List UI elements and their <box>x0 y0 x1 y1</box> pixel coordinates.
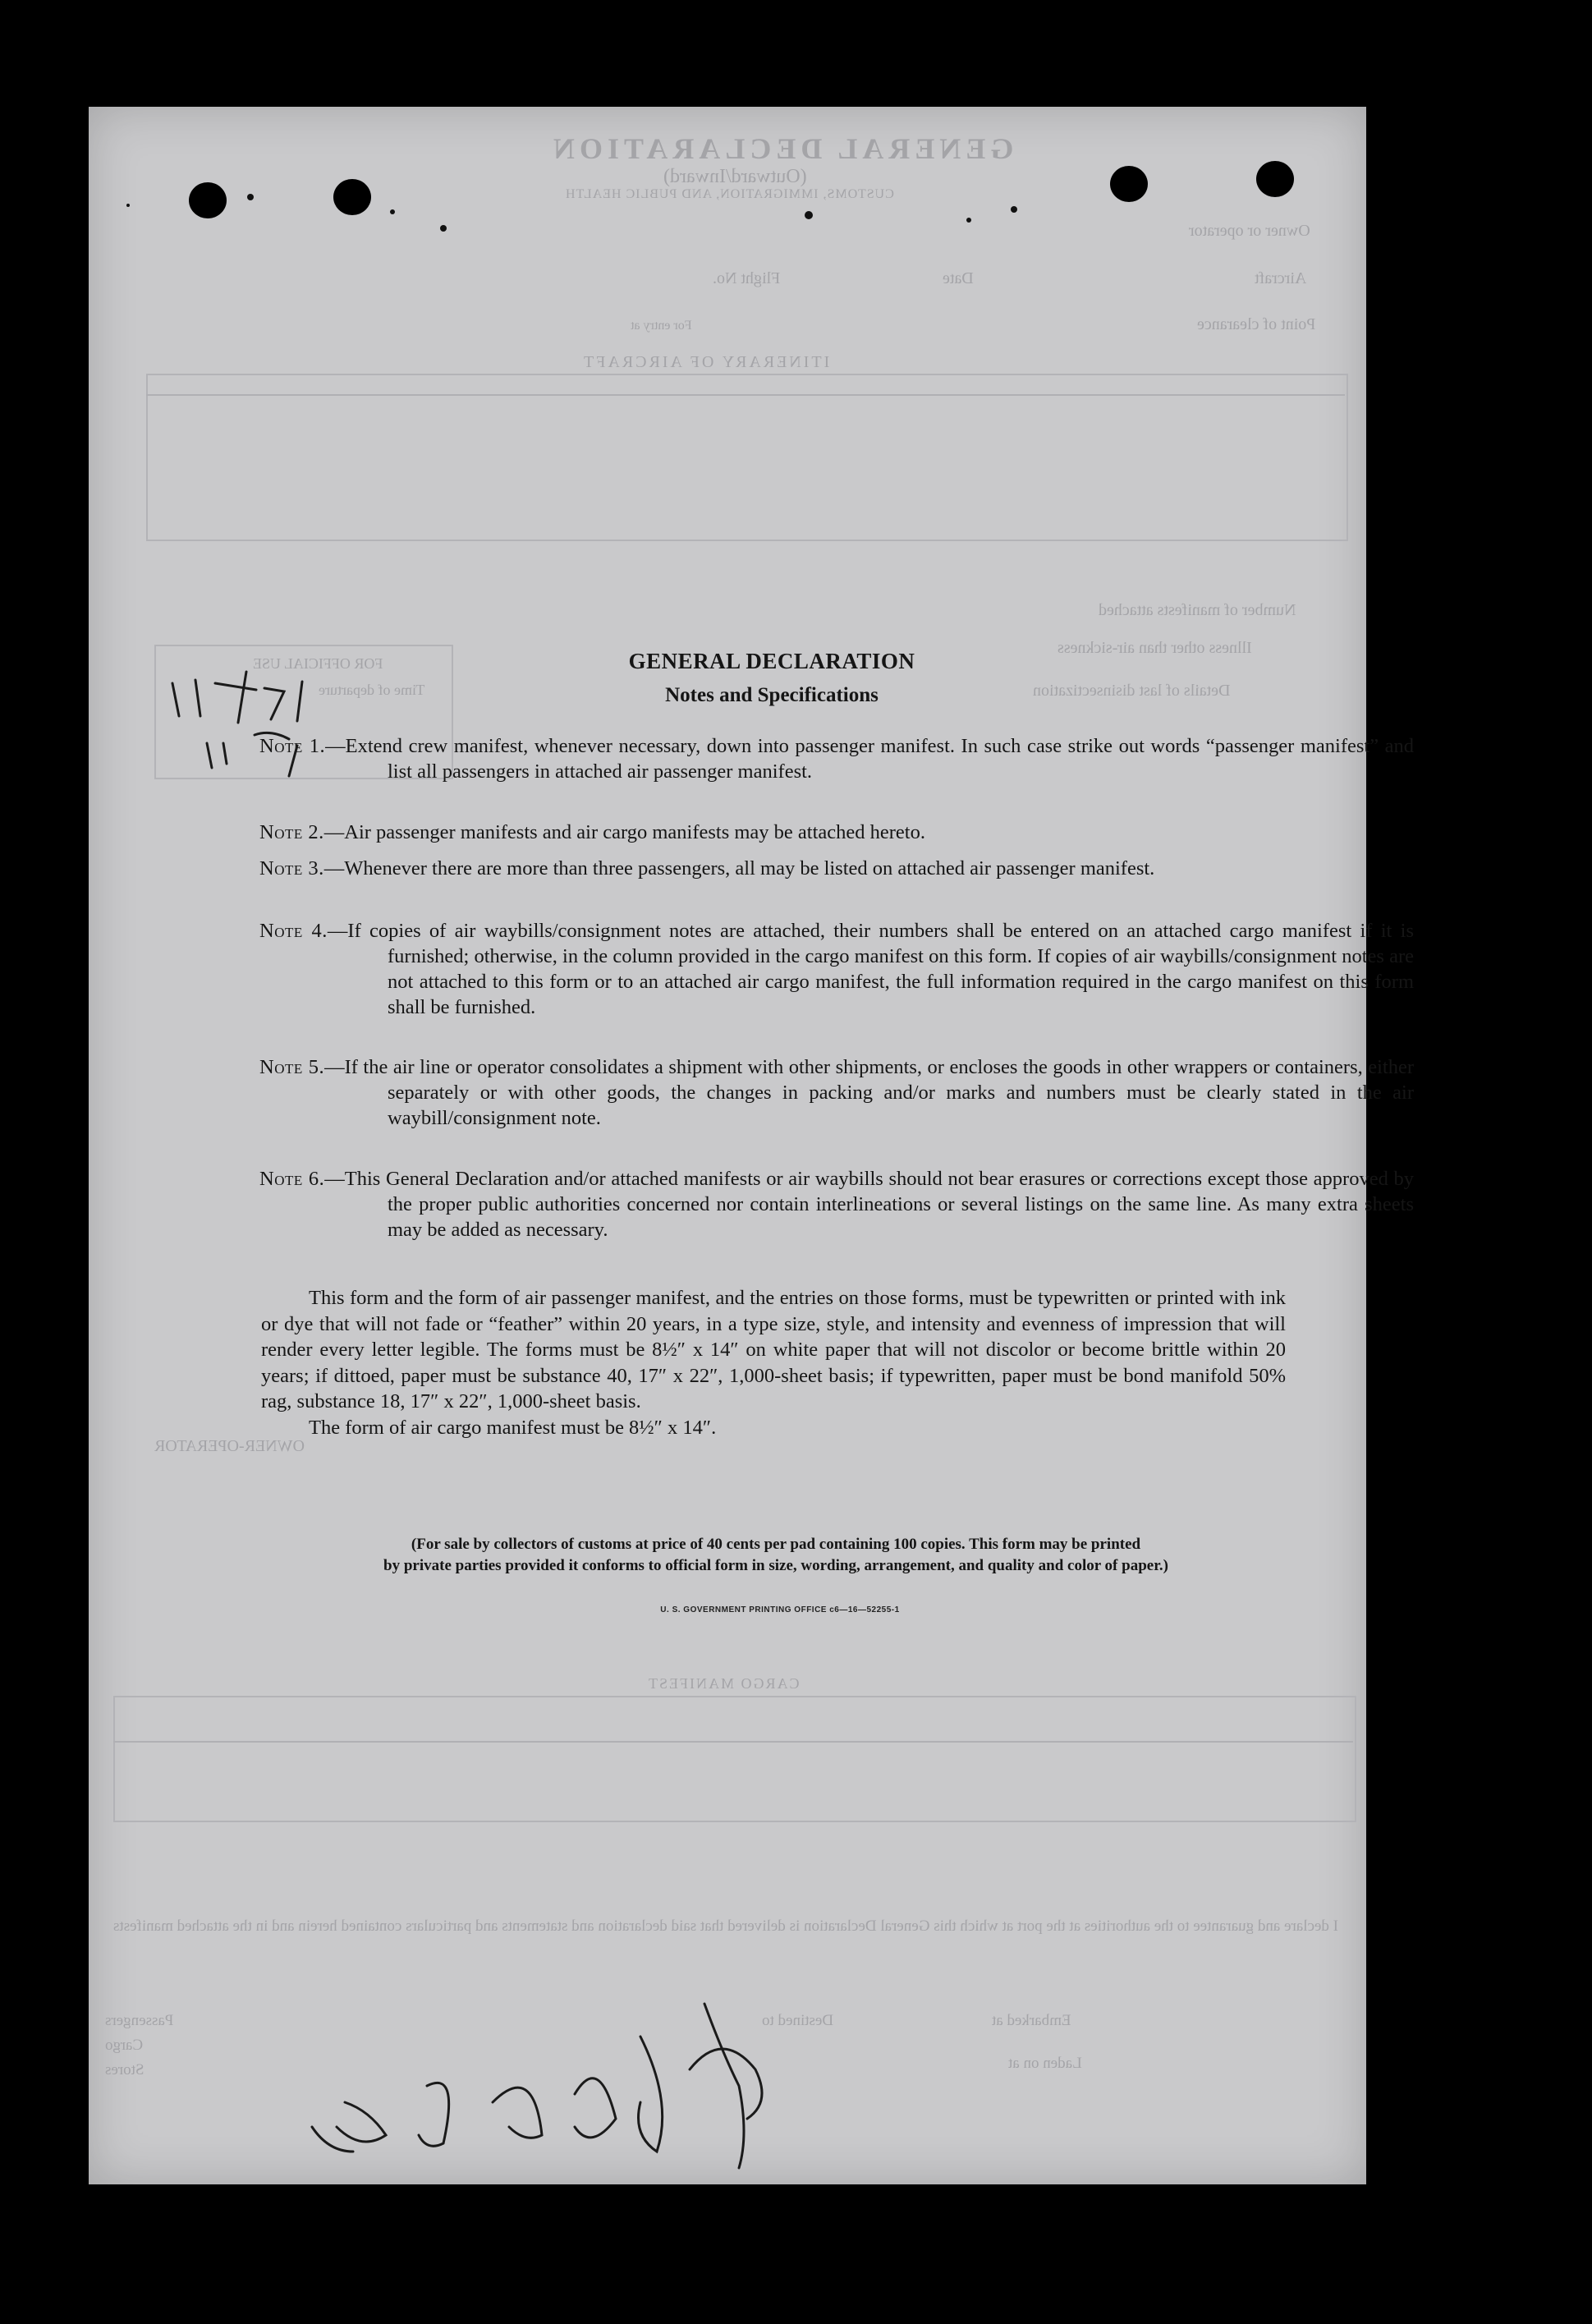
bleed-through-destined: Destined to <box>762 2012 834 2029</box>
ink-specks <box>126 194 1017 232</box>
bleed-through-owner: Owner or operator <box>1189 222 1310 240</box>
note-text: —Extend crew manifest, whenever necessary, down into passenger manifest. In such case strike out words “passenger manifest” and list all passengers in attached air passenger manifest. <box>325 735 1414 783</box>
note-text: —If the air line or operator consolidates a shipment with other shipments, or encloses the goods in other wrappers or containers, either separately or with other goods, the changes in packing and/or marks and numbers must be clearly stated in the air waybill/consignment note. <box>324 1056 1414 1129</box>
note-label: Note 3. <box>259 857 324 880</box>
bleed-through-subtitle: (Outward/Inward) <box>663 166 807 187</box>
bleed-through-flight: Flight No. <box>713 269 781 287</box>
bleed-through-agency: CUSTOMS, IMMIGRATION, AND PUBLIC HEALTH <box>565 187 894 201</box>
bleed-through-embarked: Embarked at <box>992 2012 1071 2029</box>
note-label: Note 5. <box>259 1056 325 1078</box>
cargo-specification-text: The form of air cargo manifest must be 8½″ x 14″. <box>309 1416 717 1439</box>
bleed-through-itinerary: ITINERARY OF AIRCRAFT <box>581 353 830 371</box>
note-label: Note 1. <box>259 735 326 757</box>
bleed-through-declaration: I declare and guarantee to the authorities at the port at which this General Declaration is delivered that said declaration and statements and particulars contained herein and in the attached manifests <box>113 1918 1338 1935</box>
note-label: Note 6. <box>259 1168 325 1190</box>
bleed-through-title: GENERAL DECLARATION <box>548 132 1014 165</box>
bleed-through-date: Date <box>943 269 974 287</box>
note-label: Note 2. <box>259 821 324 843</box>
bleed-through-manifests: Number of manifests attached <box>1099 601 1296 619</box>
note-text: —Whenever there are more than three passengers, all may be listed on attached air passenger manifest. <box>323 857 1155 880</box>
sale-note-line-2: by private parties provided it conforms to official form in size, wording, arrangement, and quality and color of paper.) <box>383 1557 1168 1574</box>
pencil-tally-marks <box>172 672 302 776</box>
bleed-through-official: FOR OFFICIAL USE <box>253 655 383 672</box>
sale-note-line-1: (For sale by collectors of customs at price of 40 cents per pad containing 100 copies. This form may be printed <box>411 1536 1141 1553</box>
bleed-through-departure: Time of departure <box>319 682 425 698</box>
heading-subtitle: Notes and Specifications <box>665 684 879 706</box>
bleed-through-stores: Stores <box>105 2061 145 2078</box>
bleed-through-laden: Laden on at <box>1008 2055 1082 2072</box>
note-label: Note 4. <box>259 920 328 942</box>
specification-text: This form and the form of air passenger manifest, and the entries on those forms, must be typewritten or printed with ink or dye that will not fade or “feather” within 20 years, in a type size, style, and intensity and evenness of impression that will render every letter legible. The forms must be 8½″ x 14″ on white paper that will not discolor or become brittle within 20 years; if dittoed, paper must be substance 40, 17″ x 22″, 1,000-sheet basis; if typewritten, paper must be bond manifold 50% rag, substance 18, 17″ x 22″, 1,000-sheet basis. <box>261 1287 1286 1412</box>
bleed-through-cargo-manifest: CARGO MANIFEST <box>647 1675 800 1692</box>
note-text: —If copies of air waybills/consignment notes are attached, their numbers shall be entered on an attached cargo manifest if it is furnished; otherwise, in the column provided in the cargo manifest on this form. If copies of air waybills/consignment notes are not attached to this form or to an attached air cargo manifest, the full information required in the cargo manifest on this form shall be furnished. <box>327 920 1414 1018</box>
signature-image <box>312 2004 762 2168</box>
bleed-through-illness: Illness other than air-sickness <box>1058 639 1252 657</box>
bleed-through-for-entry: For entry at <box>631 319 692 333</box>
bleed-through-passengers: Passengers <box>105 2012 174 2029</box>
bleed-through-aircraft: Aircraft <box>1255 269 1307 287</box>
bleed-through-operator: OWNER-OPERATOR <box>154 1437 305 1455</box>
heading-title: GENERAL DECLARATION <box>628 649 915 673</box>
note-text: —This General Declaration and/or attached manifests or air waybills should not bear erasures or corrections except those approved by the proper public authorities concerned nor contain interlineations or several listings on the same line. As many extra sheets may be added as necessary. <box>324 1168 1414 1241</box>
note-text: —Air passenger manifests and air cargo manifests may be attached hereto. <box>323 821 925 843</box>
bleed-through-point: Point of clearance <box>1197 315 1316 333</box>
bleed-through-cargo: Cargo <box>105 2037 144 2054</box>
bleed-through-disinsectization: Details of last disinsectization <box>1033 682 1231 700</box>
printer-imprint: U. S. GOVERNMENT PRINTING OFFICE c6—16—52255-1 <box>660 1605 900 1614</box>
